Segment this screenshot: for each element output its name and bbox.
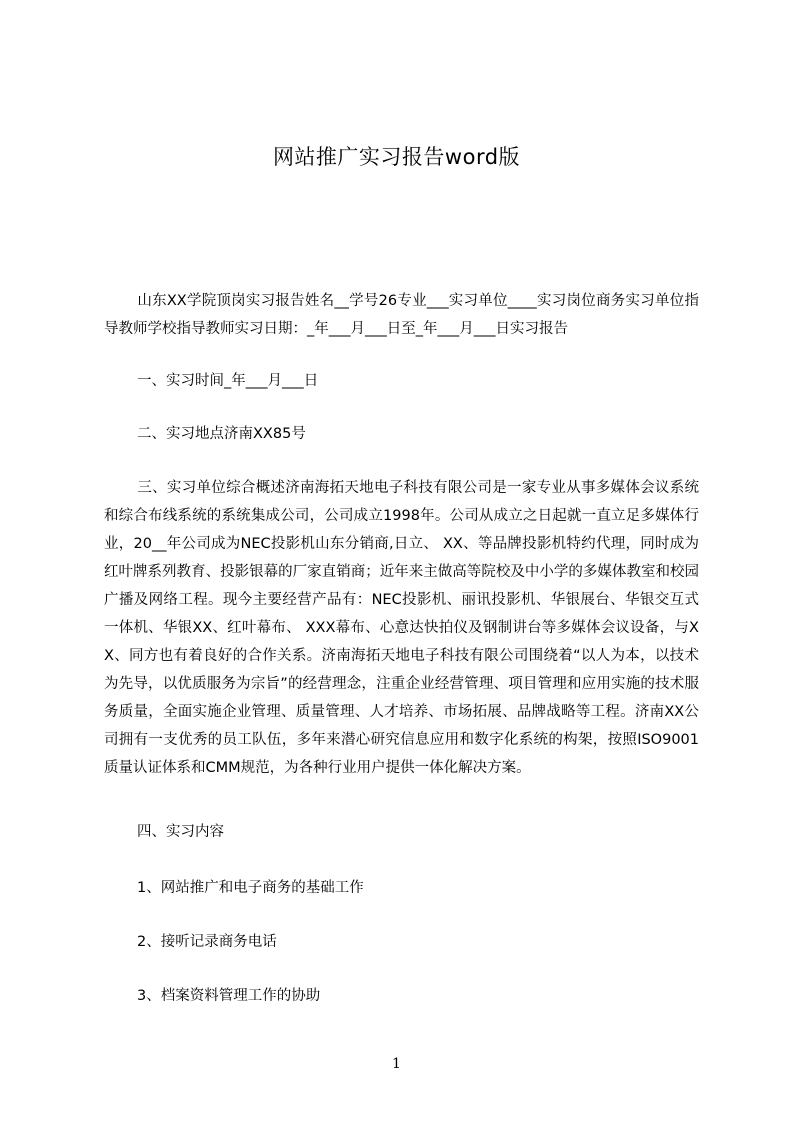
header-paragraph: 山东XX学院顶岗实习报告姓名__学号26专业___实习单位____实习岗位商务实习单位指导教师学校指导教师实习日期：_年___月___日至_年___月___日实习报告	[104, 293, 699, 337]
document-title: 网站推广实习报告word版	[272, 145, 521, 169]
section-content-heading: 四、实习内容	[137, 824, 224, 840]
page-number: 1	[392, 1056, 401, 1072]
content-item-3: 3、档案资料管理工作的协助	[137, 988, 321, 1004]
content-item-2: 2、接听记录商务电话	[137, 934, 277, 950]
section-time: 一、实习时间_年___月___日	[137, 373, 319, 389]
section-company-overview: 三、实习单位综合概述济南海拓天地电子科技有限公司是一家专业从事多媒体会议系统和综合布线系统的系统集成公司，公司成立1998年。公司从成立之日起就一直立足多媒体行业，20__年公司成为NEC投影机山东分销商,日立、 XX、等品牌投影机特约代理，同时成为红叶牌系列教育、投影银幕的厂家直销商；近年来主做高等院校及中小学的多媒体教室和校园广播及网络工程。现今主要经营产品有：NEC投影机、丽讯投影机、华银展台、华银交互式一体机、华银XX、红叶幕布、 XXX幕布、心意达快拍仪及钢制讲台等多媒体会议设备，与XX、同方也有着良好的合作关系。济南海拓天地电子科技有限公司围绕着“以人为本，以技术为先导，以优质服务为宗旨”的经营理念，注重企业经营管理、项目管理和应用实施的技术服务质量，全面实施企业管理、质量管理、人才培养、市场拓展、品牌战略等工程。济南XX公司拥有一支优秀的员工队伍，多年来潜心研究信息应用和数字化系统的构架，按照ISO9001质量认证体系和CMM规范，为各种行业用户提供一体化解决方案。	[104, 480, 699, 776]
content-item-1: 1、网站推广和电子商务的基础工作	[137, 880, 364, 896]
section-location: 二、实习地点济南XX85号	[137, 426, 306, 442]
